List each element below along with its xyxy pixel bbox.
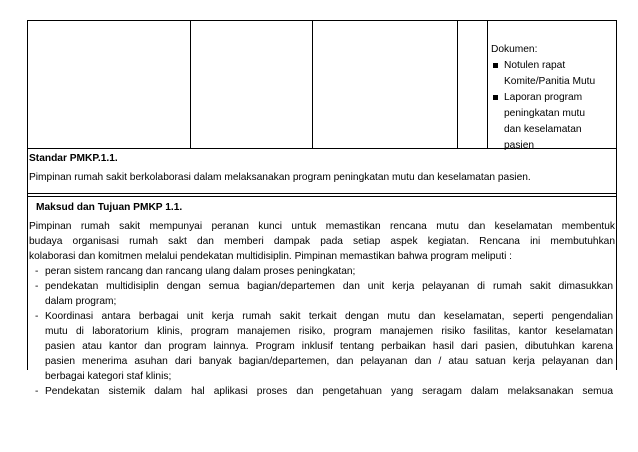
table-border-left <box>27 20 28 370</box>
list-dash: - <box>35 281 39 292</box>
column-divider <box>487 20 488 148</box>
standard-heading: Standar PMKP.1.1. <box>29 153 118 164</box>
list-dash: - <box>35 266 39 277</box>
list-item-line: Koordinasi antara berbagai unit kerja rumah sakit terkait dengan mutu dan keselamatan, seperti pengendalian <box>45 311 613 322</box>
list-item-line: pasien atau kantor dan program lainnya. Program inklusif tentang perbaikan hasil dari pasien, dibutuhkan karena <box>45 341 613 352</box>
document-item-line: pasien <box>504 140 535 151</box>
row-divider <box>27 193 617 194</box>
document-item <box>491 90 617 154</box>
list-item-line: pasien menerima asuhan dari banyak bagian/departemen, dan pelayanan dan / atau satuan kerja pelayanan dan <box>45 356 613 367</box>
list-item-line: pendekatan multidisiplin dengan semua bagian/departemen dan unit kerja pelayanan di rumah sakit dimasukkan <box>45 281 613 292</box>
document-table <box>27 20 617 397</box>
document-item <box>491 58 617 90</box>
list-item-line: peran sistem rancang dan rancang ulang dalam proses peningkatan; <box>45 266 356 277</box>
documents-cell <box>491 42 617 154</box>
document-item-line: peningkatan mutu <box>504 108 585 119</box>
intent-heading: Maksud dan Tujuan PMKP 1.1. <box>36 202 183 213</box>
list-dash: - <box>35 311 39 322</box>
square-bullet-icon <box>493 63 498 68</box>
document-item-line: Komite/Panitia Mutu <box>504 76 596 87</box>
column-divider <box>190 20 191 148</box>
document-item-line: dan keselamatan <box>504 124 582 135</box>
list-item-line: mutu di laboratorium klinis, program manajemen risiko, program manajemen risiko fasilitas, kantor keselamatan <box>45 326 613 337</box>
document-item-line: Notulen rapat <box>504 60 566 71</box>
column-divider <box>457 20 458 148</box>
row-divider <box>27 196 617 197</box>
list-item-line: dalam program; <box>45 296 117 307</box>
documents-label: Dokumen: <box>491 44 538 55</box>
list-dash: - <box>35 386 39 397</box>
square-bullet-icon <box>493 95 498 100</box>
table-border-top <box>27 20 617 21</box>
standard-text: Pimpinan rumah sakit berkolaborasi dalam melaksanakan program peningkatan mutu dan keselamatan pasien. <box>29 172 531 183</box>
intent-paragraph-line: kolaborasi dan komitmen melalui pendekatan multidisiplin. Pimpinan memastikan bahwa program meliputi : <box>29 251 513 262</box>
document-item-line: Laporan program <box>504 92 583 103</box>
intent-paragraph-line: Pimpinan rumah sakit mempunyai peranan kunci untuk memastikan rencana mutu dan keselamatan membentuk <box>29 221 615 232</box>
column-divider <box>312 20 313 148</box>
list-item-line: berbagai kategori staf klinis; <box>45 371 172 382</box>
list-item-line: Pendekatan sistemik dalam hal aplikasi proses dan pengetahuan yang seragam dalam melaksanakan semua <box>45 386 613 397</box>
intent-paragraph-line: budaya organisasi rumah sakt dan memberi dampak pada setiap aspek kegiatan. Rencana ini membutuhkan <box>29 236 615 247</box>
